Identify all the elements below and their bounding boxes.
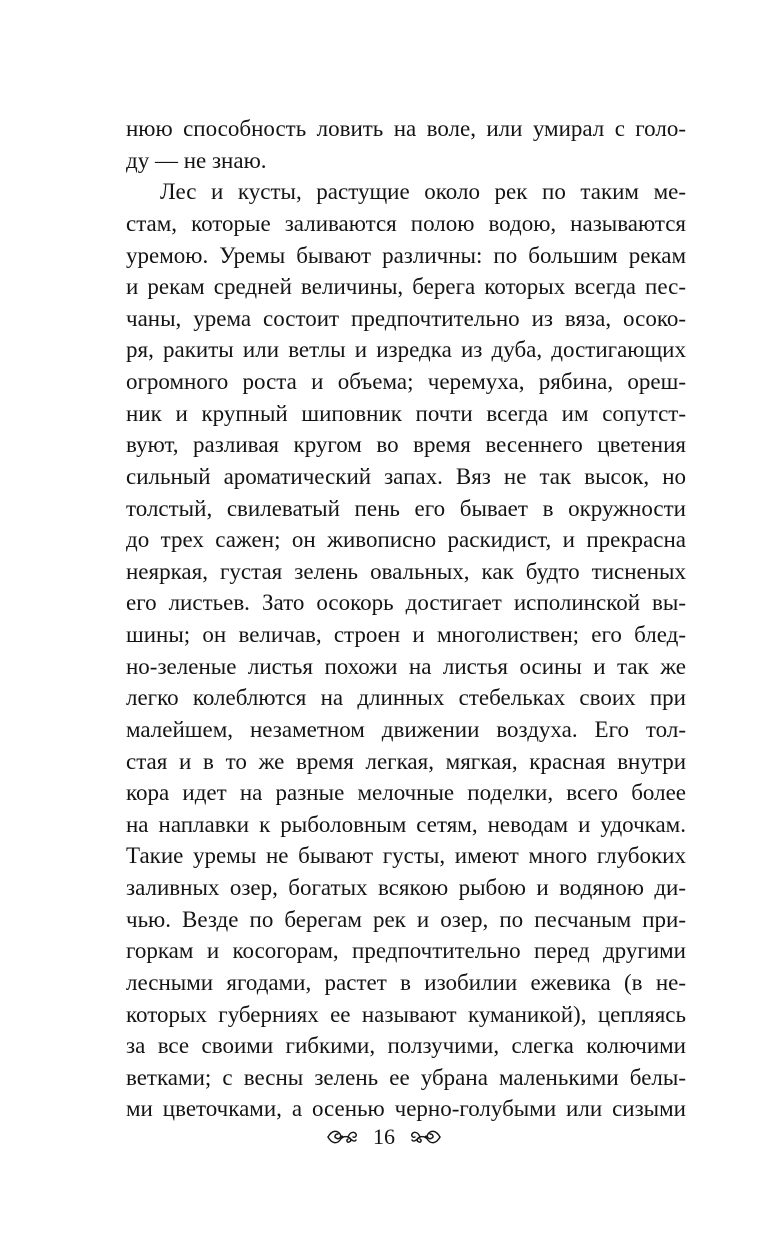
text-line: горкам и косогорам, предпочтительно перед другими [126, 938, 686, 964]
text-line: заливных озер, богатых всякою рыбою и водяною ди- [126, 875, 686, 900]
page-number: 16 [373, 1124, 395, 1149]
text-line: стам, которые заливаются полою водою, называются [126, 210, 686, 236]
text-line: чью. Везде по берегам рек и озер, по песчаным при- [126, 906, 686, 932]
text-line: ник и крупный шиповник почти всегда им сопутст- [126, 400, 686, 426]
text-line: сильный ароматический запах. Вяз не так высок, но [126, 463, 686, 489]
text-line: ветками; с весны зелень ее убрана маленькими белы- [126, 1064, 686, 1090]
text-line: которых губерниях ее называют куманикой), цепляясь [126, 1001, 686, 1027]
text-line: на наплавки к рыболовным сетям, неводам и удочкам. [126, 811, 686, 837]
text-line: стая и в то же время легкая, мягкая, красная внутри [126, 748, 686, 774]
text-line: малейшем, незаметном движении воздуха. Его тол- [126, 716, 686, 742]
text-line: до трех сажен; он живописно раскидист, и прекрасна [126, 527, 686, 553]
floral-ornament-icon [325, 1126, 359, 1148]
text-line: за все своими гибкими, ползучими, слегка колючими [126, 1033, 686, 1059]
text-line: Такие уремы не бывают густы, имеют много глубоких [126, 843, 686, 869]
page-footer [0, 1117, 768, 1157]
text-line: его листьев. Зато осокорь достигает исполинской вы- [126, 590, 686, 616]
text-line: чаны, урема состоит предпочтительно из вяза, осоко- [126, 305, 686, 331]
floral-ornament-icon [409, 1126, 443, 1148]
text-line: ми цветочками, а осенью черно-голубыми или сизыми [126, 1096, 686, 1122]
text-line: ду — не знаю. [126, 147, 267, 173]
text-line: Лес и кусты, растущие около рек по таким ме- [160, 179, 686, 205]
text-line: кора идет на разные мелочные поделки, всего более [126, 780, 686, 806]
text-line: ря, ракиты или ветлы и изредка из дуба, достигающих [126, 337, 686, 363]
text-line: шины; он величав, строен и многолиствен; его блед- [126, 622, 686, 647]
text-line: легко колеблются на длинных стебельках своих при [126, 685, 686, 711]
text-line: и рекам средней величины, берега которых всегда пес- [126, 274, 686, 300]
text-line: неяркая, густая зелень овальных, как будто тисненых [126, 558, 686, 584]
text-line: лесными ягодами, растет в изобилии ежевика (в не- [126, 969, 686, 995]
text-line: толстый, свилеватый пень его бывает в окружности [126, 495, 686, 521]
text-line: нюю способность ловить на воле, или умирал с голо- [126, 116, 686, 141]
text-line: уремою. Уремы бывают различны: по большим рекам [126, 242, 686, 268]
body-text [126, 113, 686, 1125]
text-line: вуют, разливая кругом во время весеннего цветения [126, 432, 686, 458]
text-line: но-зеленые листья похожи на листья осины и так же [126, 653, 686, 679]
text-line: огромного роста и объема; черемуха, рябина, ореш- [126, 369, 686, 394]
